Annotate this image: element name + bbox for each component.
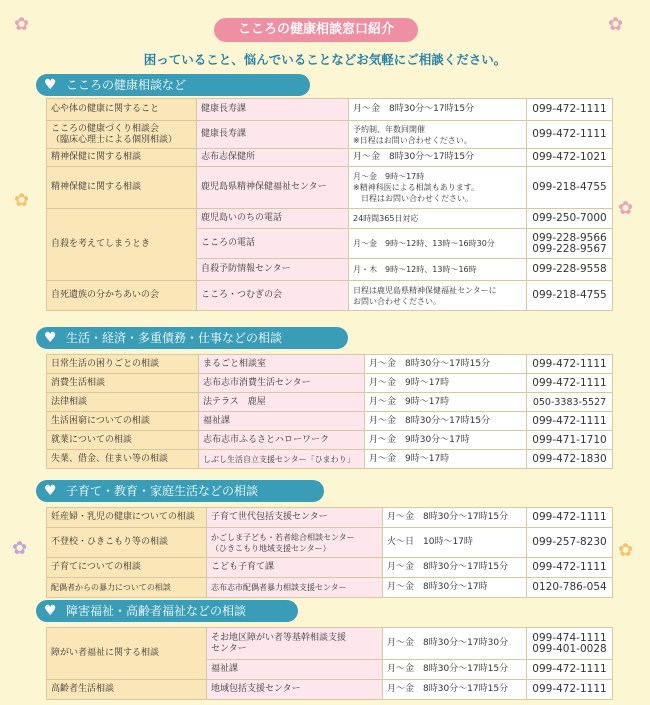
topic-cell: 日常生活の困りごとの相談 <box>47 355 199 374</box>
table-row <box>47 450 613 469</box>
table-row <box>47 209 613 229</box>
tel-cell: 099-250-7000 <box>527 209 613 229</box>
table-row <box>47 99 613 121</box>
org-cell: 健康長寿課 <box>197 121 349 149</box>
topic-cell: 自殺を考えてしまうとき <box>47 209 197 281</box>
topic-cell: 失業、借金、住まい等の相談 <box>47 450 199 469</box>
tel-cell: 099-257-8230 <box>527 528 613 558</box>
hours-cell: 月～金 8時30分～17時15分 <box>383 508 527 528</box>
topic-cell: 生活困窮についての相談 <box>47 412 199 431</box>
org-cell: こころの電話 <box>197 229 349 259</box>
table-row <box>47 374 613 393</box>
hours-cell: 月～金 9時～17時 ※精神科医による相談もあります。 日程はお問い合わせください。 <box>349 167 527 209</box>
tel-cell: 099-472-1830 <box>527 450 613 469</box>
section-heading <box>36 480 324 502</box>
org-cell: 福祉課 <box>199 412 365 431</box>
flower-icon: ✿ <box>618 540 634 561</box>
hours-cell: 月～金 8時30分～17時15分 <box>365 412 527 431</box>
flower-icon: ✿ <box>14 14 30 35</box>
topic-cell: 消費生活相談 <box>47 374 199 393</box>
table-row <box>47 412 613 431</box>
tel-cell: 0120-786-054 <box>527 578 613 598</box>
tel-cell: 099-471-1710 <box>527 431 613 450</box>
org-cell: 地域包括支援センター <box>207 680 383 700</box>
topic-cell: 法律相談 <box>47 393 199 412</box>
tel-cell: 099-228-9558 <box>527 259 613 281</box>
consultation-table <box>46 98 613 311</box>
table-row <box>47 680 613 700</box>
topic-cell: 配偶者からの暴力についての相談 <box>47 578 207 598</box>
org-cell: 志布志市配偶者暴力相談支援センター <box>207 578 383 598</box>
table-row <box>47 528 613 558</box>
topic-cell: 精神保健に関する相談 <box>47 149 197 167</box>
tel-cell: 099-472-1111 <box>527 99 613 121</box>
hours-cell: 日程は鹿児島県精神保健福祉センターに お問い合わせください。 <box>349 281 527 311</box>
section-heading-label: こころの健康相談など <box>66 78 187 92</box>
topic-cell: こころの健康づくり相談会 （臨床心理士による個別相談） <box>47 121 197 149</box>
hours-cell: 月～金 8時30分～17時30分 <box>383 628 527 660</box>
section-heading <box>36 600 298 622</box>
table-row <box>47 281 613 311</box>
tel-cell: 099-228-9566 099-228-9567 <box>527 229 613 259</box>
table-row <box>47 578 613 598</box>
section-heading-label: 子育て・教育・家庭生活などの相談 <box>66 484 259 498</box>
heart-icon: ♥ <box>44 603 57 619</box>
tel-cell: 099-472-1111 <box>527 680 613 700</box>
tel-cell: 050-3383-5527 <box>527 393 613 412</box>
tel-cell: 099-218-4755 <box>527 281 613 311</box>
org-cell: 鹿児島県精神保健福祉センター <box>197 167 349 209</box>
org-cell: 子育て世代包括支援センター <box>207 508 383 528</box>
tel-cell: 099-218-4755 <box>527 167 613 209</box>
org-cell: 健康長寿課 <box>197 99 349 121</box>
hours-cell: 月～金 9時～17時 <box>365 450 527 469</box>
topic-cell: 障がい者福祉に関する相談 <box>47 628 207 680</box>
hours-cell: 月～金 8時30分～17時 <box>383 578 527 598</box>
org-cell: 自殺予防情報センター <box>197 259 349 281</box>
topic-cell: 不登校・ひきこもり等の相談 <box>47 528 207 558</box>
section-heading <box>36 327 348 349</box>
topic-cell: 高齢者生活相談 <box>47 680 207 700</box>
tel-cell: 099-472-1111 <box>527 660 613 680</box>
flower-icon: ✿ <box>618 198 634 219</box>
org-cell: 法テラス 鹿屋 <box>199 393 365 412</box>
org-cell: 鹿児島いのちの電話 <box>197 209 349 229</box>
table-row <box>47 628 613 660</box>
table-row <box>47 121 613 149</box>
tel-cell: 099-474-1111 099-401-0028 <box>527 628 613 660</box>
org-cell: 志布志市消費生活センター <box>199 374 365 393</box>
hours-cell: 月～金 8時30分～17時15分 <box>383 558 527 578</box>
hours-cell: 24時間365日対応 <box>349 209 527 229</box>
tel-cell: 099-472-1111 <box>527 374 613 393</box>
tel-cell: 099-472-1111 <box>527 121 613 149</box>
section-heading <box>36 74 310 96</box>
hours-cell: 月～金 8時30分～17時15分 <box>349 149 527 167</box>
section-heading-label: 障害福祉・高齢者福祉などの相談 <box>66 604 247 618</box>
org-cell: そお地区障がい者等基幹相談支援 センター <box>207 628 383 660</box>
topic-cell: 自死遺族の分かちあいの会 <box>47 281 197 311</box>
hours-cell: 月～金 8時30分～17時15分 <box>383 680 527 700</box>
hours-cell: 月～金 8時30分～17時15分 <box>349 99 527 121</box>
table-row <box>47 508 613 528</box>
heart-icon: ♥ <box>44 77 57 93</box>
table-row <box>47 149 613 167</box>
org-cell: 福祉課 <box>207 660 383 680</box>
flower-icon: ✿ <box>12 538 28 559</box>
topic-cell: 心や体の健康に関すること <box>47 99 197 121</box>
table-row <box>47 431 613 450</box>
table-row <box>47 558 613 578</box>
flower-icon: ✿ <box>14 190 30 211</box>
hours-cell: 月～金 9時～17時 <box>365 393 527 412</box>
org-cell: しぶし生活自立支援センター「ひまわり」 <box>199 450 365 469</box>
table-row <box>47 393 613 412</box>
org-cell: かごしま子ども・若者総合相談センター （ひきこもり地域支援センター） <box>207 528 383 558</box>
hours-cell: 月～金 8時30分～17時15分 <box>365 355 527 374</box>
hours-cell: 月～金 9時～12時、13時～16時30分 <box>349 229 527 259</box>
consultation-table <box>46 627 613 700</box>
hours-cell: 月～金 8時30分～17時15分 <box>383 660 527 680</box>
hours-cell: 月～金 9時～17時 <box>365 374 527 393</box>
flower-icon: ✿ <box>608 14 624 35</box>
tel-cell: 099-472-1111 <box>527 412 613 431</box>
tel-cell: 099-472-1021 <box>527 149 613 167</box>
hours-cell: 月～金 9時30分～17時 <box>365 431 527 450</box>
heart-icon: ♥ <box>44 330 57 346</box>
table-row <box>47 167 613 209</box>
section-heading-label: 生活・経済・多重債務・仕事などの相談 <box>66 331 283 345</box>
tel-cell: 099-472-1111 <box>527 355 613 374</box>
topic-cell: 妊産婦・乳児の健康についての相談 <box>47 508 207 528</box>
consultation-table <box>46 507 613 598</box>
org-cell: こころ・つむぎの会 <box>197 281 349 311</box>
topic-cell: 精神保健に関する相談 <box>47 167 197 209</box>
hours-cell: 月・木 9時～12時、13時～16時 <box>349 259 527 281</box>
topic-cell: 子育てについての相談 <box>47 558 207 578</box>
org-cell: まるごと相談室 <box>199 355 365 374</box>
heart-icon: ♥ <box>44 483 57 499</box>
table-row <box>47 355 613 374</box>
page-subtitle: 困っていること、悩んでいることなどお気軽にご相談ください。 <box>143 52 507 67</box>
tel-cell: 099-472-1111 <box>527 558 613 578</box>
org-cell: 志布志保健所 <box>197 149 349 167</box>
hours-cell: 予約制、年数回開催 ※日程はお問い合わせください。 <box>349 121 527 149</box>
tel-cell: 099-472-1111 <box>527 508 613 528</box>
org-cell: 志布志市ふるさとハローワーク <box>199 431 365 450</box>
consultation-table <box>46 354 613 469</box>
topic-cell: 就業についての相談 <box>47 431 199 450</box>
org-cell: こども子育て課 <box>207 558 383 578</box>
page-title: こころの健康相談窓口紹介 <box>214 18 418 42</box>
hours-cell: 火～日 10時～17時 <box>383 528 527 558</box>
